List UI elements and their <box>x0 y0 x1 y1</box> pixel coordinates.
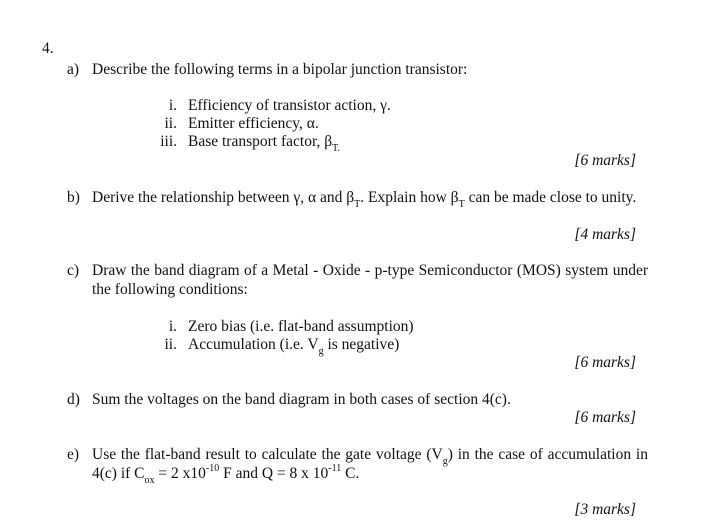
part-b-text <box>92 188 648 211</box>
part-a-item-2-text: Emitter efficiency, α. <box>188 115 319 132</box>
part-c-item-2-main: Accumulation (i.e. V <box>188 336 319 353</box>
part-c-marks: [6 marks] <box>574 354 636 371</box>
part-c-text: Draw the band diagram of a Metal - Oxide - p-type Semiconductor (MOS) system under the following conditions: <box>92 262 648 298</box>
part-e-text-3: = 2 x10 <box>154 465 206 482</box>
part-c-item-2-number: ii. <box>164 336 177 353</box>
part-b-sub-2: T <box>458 199 465 211</box>
part-c-item-2-subscript: g <box>318 346 324 358</box>
part-a-item-1-text: Efficiency of transistor action, γ. <box>188 97 391 114</box>
part-c-label: c) <box>67 262 80 279</box>
part-a-label: a) <box>67 61 80 78</box>
part-b-text-2: . Explain how β <box>360 189 459 206</box>
part-e-sub-1: g <box>442 456 448 468</box>
part-a-item-1-number: i. <box>168 97 177 114</box>
part-d-label: d) <box>67 391 80 408</box>
part-d-marks: [6 marks] <box>574 409 636 426</box>
part-a-item-3-subscript: T. <box>332 143 341 155</box>
part-a-item-3-text <box>188 132 341 155</box>
part-e-text <box>92 445 648 487</box>
part-a-item-2-number: ii. <box>164 115 177 132</box>
part-e-text-1: Use the flat-band result to calculate the gate voltage (V <box>92 446 443 463</box>
part-e-sup-1: -10 <box>205 462 220 474</box>
part-c-item-1-text: Zero bias (i.e. flat-band assumption) <box>188 318 414 335</box>
part-e-sup-2: -11 <box>328 462 342 474</box>
part-c-item-1-number: i. <box>168 318 177 335</box>
part-b-label: b) <box>67 189 80 206</box>
part-e-label: e) <box>67 446 80 463</box>
part-b-sub-1: T <box>354 199 361 211</box>
part-a-item-3-number: iii. <box>160 133 177 150</box>
part-a-item-3-main: Base transport factor, β <box>188 133 333 150</box>
part-b-text-3: can be made close to unity. <box>464 189 637 206</box>
part-c-item-2-after: is negative) <box>323 336 400 353</box>
part-e-marks: [3 marks] <box>574 501 636 518</box>
part-b-marks: [4 marks] <box>574 226 636 243</box>
part-d-text: Sum the voltages on the band diagram in both cases of section 4(c). <box>92 391 511 408</box>
part-e-text-5: C. <box>341 465 360 482</box>
part-a-marks: [6 marks] <box>574 152 636 169</box>
part-e-text-2: ) in the case of accumulation in 4(c) if C <box>92 446 648 482</box>
part-b-text-1: Derive the relationship between γ, α and β <box>92 189 355 206</box>
part-e-text-4: F and Q = 8 x 10 <box>219 465 329 482</box>
question-number: 4. <box>42 40 54 57</box>
part-a-text: Describe the following terms in a bipolar junction transistor: <box>92 61 468 78</box>
part-c-item-2-text <box>188 335 400 358</box>
part-e-sub-2: ox <box>144 475 155 487</box>
